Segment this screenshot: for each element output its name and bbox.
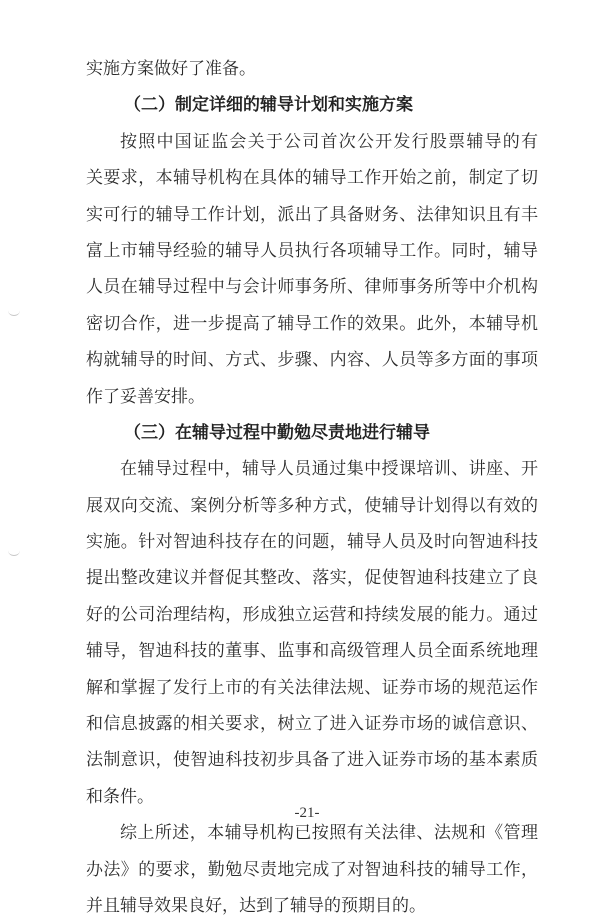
text-line: 按照中国证监会关于公司首次公开发行股票辅导的有 <box>120 131 538 152</box>
text-line: 实施。针对智迪科技存在的问题，辅导人员及时向智迪科技 <box>86 532 538 553</box>
text-line: 展双向交流、案例分析等多种方式，使辅导计划得以有效的 <box>86 495 538 516</box>
text-line: 综上所述，本辅导机构已按照有关法律、法规和《管理 <box>120 823 538 844</box>
text-line: 作了妥善安排。 <box>86 386 205 407</box>
text-line: 并且辅导效果良好，达到了辅导的预期目的。 <box>86 895 426 916</box>
section-heading: （二）制定详细的辅导计划和实施方案 <box>124 95 413 116</box>
text-line: 法制意识，使智迪科技初步具备了进入证券市场的基本素质 <box>86 750 538 771</box>
body-text <box>86 51 538 924</box>
text-line: 和条件。 <box>86 786 154 807</box>
text-line: 构就辅导的时间、方式、步骤、内容、人员等多方面的事项 <box>86 350 538 371</box>
text-line: 好的公司治理结构，形成独立运营和持续发展的能力。通过 <box>86 604 538 625</box>
text-line: 在辅导过程中，辅导人员通过集中授课培训、讲座、开 <box>120 459 538 480</box>
text-line: 解和掌握了发行上市的有关法律法规、证券市场的规范运作 <box>86 677 538 698</box>
binding-hole-mark <box>8 305 20 316</box>
text-line: 实可行的辅导工作计划，派出了具备财务、法律知识且有丰 <box>86 204 538 225</box>
text-line: 提出整改建议并督促其整改、落实，促使智迪科技建立了良 <box>86 568 538 589</box>
binding-hole-mark <box>8 545 20 556</box>
text-line: 实施方案做好了准备。 <box>86 59 256 79</box>
text-line: 辅导，智迪科技的董事、监事和高级管理人员全面系统地理 <box>86 641 538 662</box>
page-number: -21- <box>294 805 320 821</box>
text-line: 密切合作，进一步提高了辅导工作的效果。此外，本辅导机 <box>86 313 538 334</box>
text-line: 富上市辅导经验的辅导人员执行各项辅导工作。同时，辅导 <box>86 240 538 261</box>
text-line: 关要求，本辅导机构在具体的辅导工作开始之前，制定了切 <box>86 168 538 189</box>
section-heading: （三）在辅导过程中勤勉尽责地进行辅导 <box>124 422 430 443</box>
text-line: 和信息披露的相关要求，树立了进入证券市场的诚信意识、 <box>86 714 538 735</box>
text-line: 办法》的要求，勤勉尽责地完成了对智迪科技的辅导工作， <box>86 859 538 880</box>
text-line: 人员在辅导过程中与会计师事务所、律师事务所等中介机构 <box>86 277 538 298</box>
